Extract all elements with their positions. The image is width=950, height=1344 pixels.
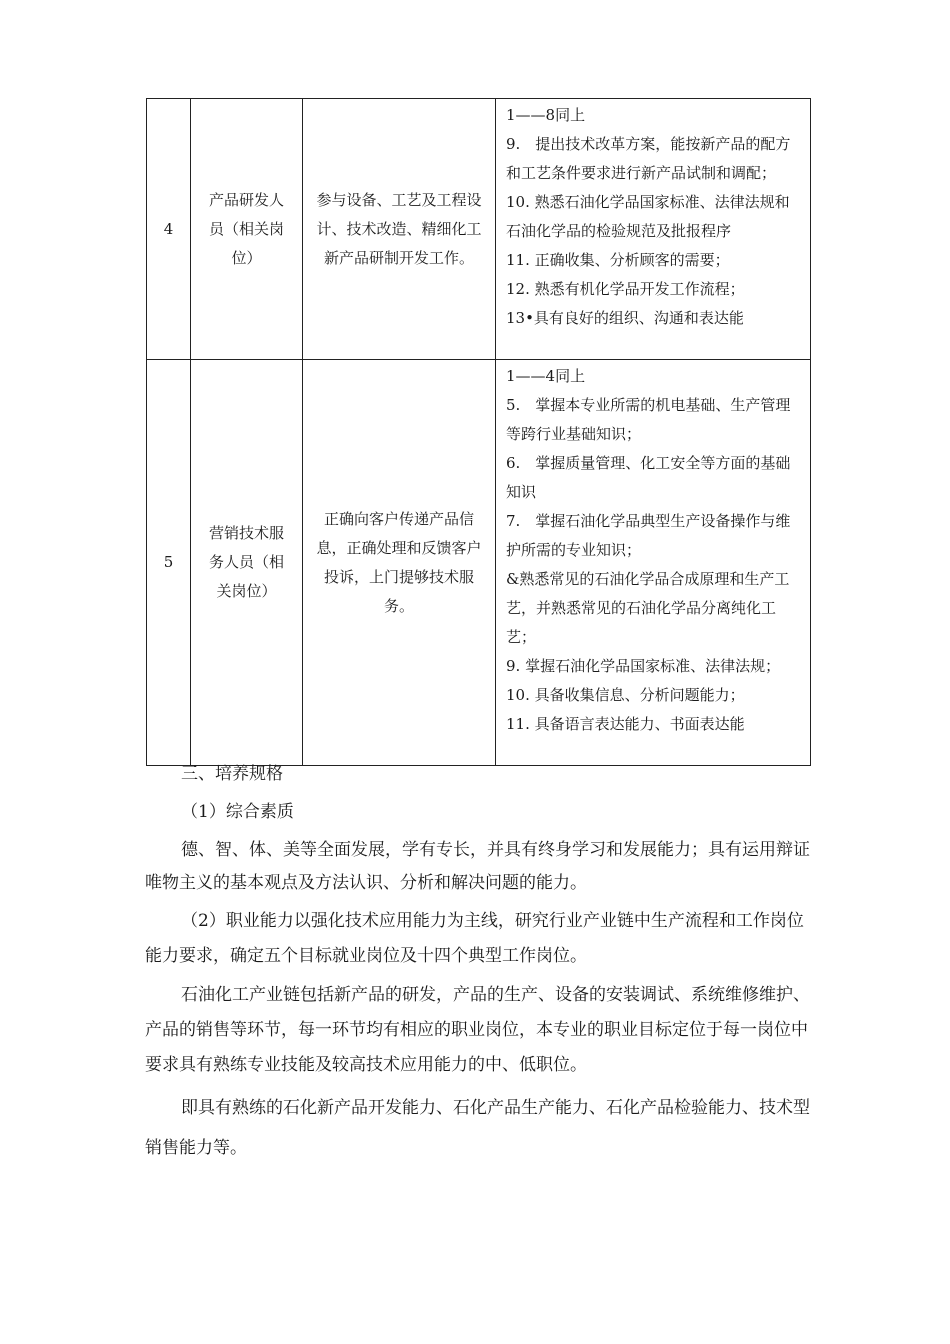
job-requirements [496,99,811,360]
job-requirements [496,360,811,766]
subsection-heading: （1）综合素质 [181,802,294,822]
requirement-item: 7. 掌握石油化学品典型生产设备操作与维护所需的专业知识； [506,512,791,559]
job-role: 营销技术服务人员（相关岗位） [191,360,303,766]
requirement-item: 6. 掌握质量管理、化工安全等方面的基础知识 [506,454,791,501]
paragraph: 石油化工产业链包括新产品的研发，产品的生产、设备的安装调试、系统维修维护、产品的销售等环节，每一环节均有相应的职业岗位，本专业的职业目标定位于每一岗位中要求具有熟练专业技能及较高技术应用能力的中、低职位。 [145,985,810,1075]
job-duty: 参与设备、工艺及工程设计、技术改造、精细化工新产品研制开发工作。 [303,99,496,360]
job-role: 产品研发人员（相关岗位） [191,99,303,360]
requirement-item: 9. 掌握石油化学品国家标准、法律法规； [506,657,781,675]
table-row [147,99,811,360]
requirement-item: 13•具有良好的组织、沟通和表达能 [506,309,744,327]
job-duty: 正确向客户传递产品信息，正确处理和反馈客户投诉，上门提够技术服务。 [303,360,496,766]
paragraph: 即具有熟练的石化新产品开发能力、石化产品生产能力、石化产品检验能力、技术型销售能力等。 [145,1098,810,1158]
requirement-item: 11. 正确收集、分析顾客的需要； [506,251,730,269]
requirement-item: 1——8同上 [506,106,586,124]
requirement-item: &熟悉常见的石油化学品合成原理和生产工艺，并熟悉常见的石油化学品分离纯化工艺； [506,570,790,646]
table-row [147,360,811,766]
requirement-item: 10. 具备收集信息、分析问题能力； [506,686,745,704]
row-number: 4 [147,99,191,360]
paragraph: 德、智、体、美等全面发展，学有专长，并具有终身学习和发展能力；具有运用辩证唯物主义的基本观点及方法认识、分析和解决问题的能力。 [145,840,810,893]
row-number: 5 [147,360,191,766]
requirement-item: 5. 掌握本专业所需的机电基础、生产管理等跨行业基础知识； [506,396,791,443]
requirement-item: 10. 熟悉石油化学品国家标准、法律法规和石油化学品的检验规范及批报程序 [506,193,790,240]
requirement-item: 11. 具备语言表达能力、书面表达能 [506,715,745,733]
requirement-item: 12. 熟悉有机化学品开发工作流程； [506,280,745,298]
paragraph: （2）职业能力以强化技术应用能力为主线，研究行业产业链中生产流程和工作岗位能力要求，确定五个目标就业岗位及十四个典型工作岗位。 [145,911,804,966]
job-requirements-table [146,98,811,766]
requirement-item: 1——4同上 [506,367,586,385]
section-heading: 三、培养规格 [181,764,283,784]
requirement-item: 9. 提出技术改革方案，能按新产品的配方和工艺条件要求进行新产品试制和调配； [506,135,791,182]
